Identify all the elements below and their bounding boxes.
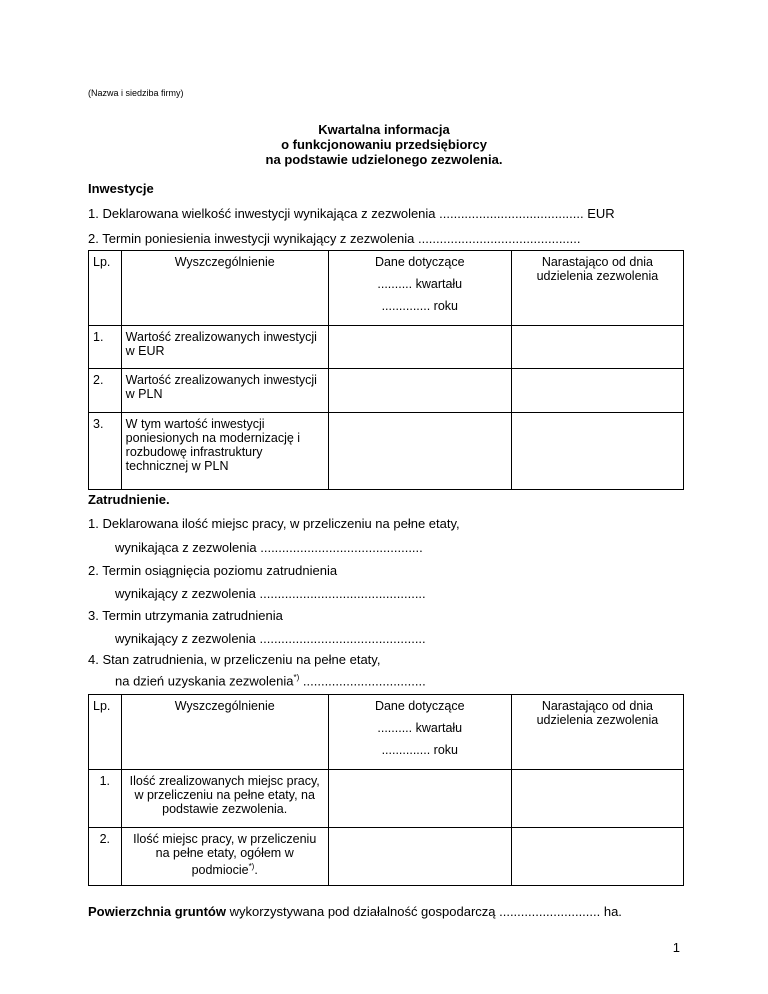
row-period-value — [328, 326, 511, 369]
title-line-1: Kwartalna informacja — [318, 122, 450, 137]
header-year: .............. roku — [381, 743, 458, 757]
page-number: 1 — [672, 940, 680, 955]
row-cumulative-value — [511, 326, 683, 369]
investments-table — [88, 250, 684, 490]
row-period-value — [328, 770, 511, 828]
employment-item-4: 4. Stan zatrudnienia, w przeliczeniu na pełne etaty, — [88, 652, 381, 667]
employment-item-2-cont: wynikający z zezwolenia .............................................. — [115, 586, 426, 601]
row-cumulative-value — [511, 413, 683, 490]
table-row — [89, 770, 684, 828]
header-cumulative: Narastająco od dnia udzielenia zezwolenia — [511, 251, 683, 326]
footnote-mark: *) — [248, 862, 255, 871]
row-number: 3. — [89, 413, 122, 490]
table-row — [89, 413, 684, 490]
header-quarter: .......... kwartału — [377, 721, 463, 735]
row-description — [121, 828, 328, 886]
header-quarter: .......... kwartału — [377, 277, 463, 291]
company-name-label: (Nazwa i siedziba firmy) — [88, 88, 184, 98]
header-cumulative: Narastająco od dnia udzielenia zezwolenia — [511, 695, 683, 770]
row-description: Ilość zrealizowanych miejsc pracy, w przeliczeniu na pełne etaty, na podstawie zezwolenia. — [121, 770, 328, 828]
row-description: Wartość zrealizowanych inwestycji w PLN — [121, 369, 328, 413]
header-period — [328, 251, 511, 326]
row-cumulative-value — [511, 770, 683, 828]
employment-item-4-cont — [115, 673, 426, 688]
header-description: Wyszczególnienie — [121, 251, 328, 326]
employment-table — [88, 694, 684, 886]
title-line-3: na podstawie udzielonego zezwolenia. — [265, 152, 503, 167]
land-area-line — [88, 904, 622, 919]
table-header-row — [89, 695, 684, 770]
employment-item-2: 2. Termin osiągnięcia poziomu zatrudnienia — [88, 563, 338, 578]
item-4-text: na dzień uzyskania zezwolenia — [115, 673, 294, 689]
row-number: 2. — [89, 369, 122, 413]
investment-item-2: 2. Termin poniesienia inwestycji wynikający z zezwolenia ............................................. — [88, 231, 581, 246]
land-area-text: wykorzystywana pod działalność gospodarczą ............................ ha. — [225, 904, 622, 919]
row-description: Wartość zrealizowanych inwestycji w EUR — [121, 326, 328, 369]
table-row — [89, 369, 684, 413]
row-description-text: Ilość miejsc pracy, w przeliczeniu na pełne etaty, ogółem w podmiocie — [133, 832, 317, 878]
employment-item-1-cont: wynikająca z zezwolenia ............................................. — [115, 540, 423, 555]
row-period-value — [328, 828, 511, 886]
row-cumulative-value — [511, 369, 683, 413]
row-cumulative-value — [511, 828, 683, 886]
row-number: 2. — [89, 828, 122, 886]
header-lp: Lp. — [89, 695, 122, 770]
table-row — [89, 828, 684, 886]
investments-heading: Inwestycje — [88, 181, 154, 196]
row-description-end: . — [254, 863, 258, 878]
employment-item-3: 3. Termin utrzymania zatrudnienia — [88, 608, 283, 623]
land-area-label: Powierzchnia gruntów — [88, 904, 226, 919]
header-description: Wyszczególnienie — [121, 695, 328, 770]
employment-item-1: 1. Deklarowana ilość miejsc pracy, w przeliczeniu na pełne etaty, — [88, 516, 460, 531]
row-period-value — [328, 413, 511, 490]
footnote-mark: *) — [293, 673, 300, 682]
header-year: .............. roku — [381, 299, 458, 313]
header-lp: Lp. — [89, 251, 122, 326]
row-period-value — [328, 369, 511, 413]
table-row — [89, 326, 684, 369]
title-line-2: o funkcjonowaniu przedsiębiorcy — [281, 137, 487, 152]
employment-heading: Zatrudnienie. — [88, 492, 170, 507]
row-description: W tym wartość inwestycji poniesionych na modernizację i rozbudowę infrastruktury technicznej w PLN — [121, 413, 328, 490]
document-title — [0, 122, 768, 167]
header-data-title: Dane dotyczące — [374, 699, 465, 713]
header-data-title: Dane dotyczące — [374, 255, 465, 269]
header-period — [328, 695, 511, 770]
row-number: 1. — [89, 770, 122, 828]
row-number: 1. — [89, 326, 122, 369]
table-header-row — [89, 251, 684, 326]
investment-item-1: 1. Deklarowana wielkość inwestycji wynikająca z zezwolenia ........................................ EUR — [88, 206, 615, 221]
item-4-dots: .................................. — [299, 673, 426, 689]
employment-item-3-cont: wynikający z zezwolenia .............................................. — [115, 631, 426, 646]
